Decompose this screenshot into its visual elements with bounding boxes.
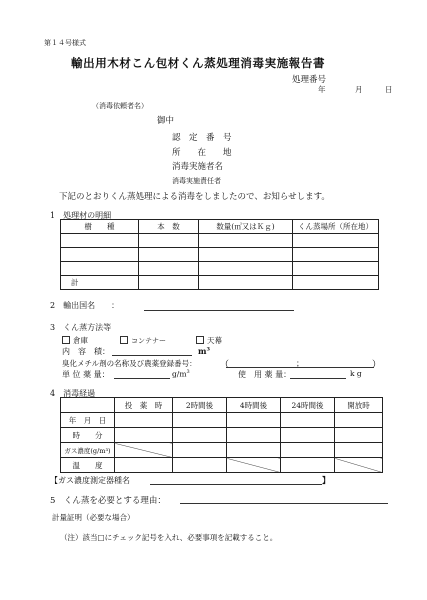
section5-heading: 5 くん蒸を必要とする理由： — [50, 496, 166, 506]
section1-heading: 1 処理材の明細 — [50, 211, 112, 220]
responsible-person-label: 消毒実施責任者 — [172, 177, 221, 185]
header-open: 開放時 — [335, 398, 383, 413]
unit-dose-unit: $g/m^3$ — [172, 369, 190, 379]
diagonal-cell — [335, 458, 383, 473]
date-day-label: 日 — [385, 85, 393, 94]
header-location: くん蒸場所（所在地） — [293, 220, 379, 234]
export-country-field[interactable] — [144, 310, 294, 311]
warehouse-checkbox[interactable] — [62, 336, 70, 344]
diagonal-cell — [227, 458, 281, 473]
material-total-row — [61, 276, 379, 290]
date-year-label: 年 — [318, 85, 326, 94]
option-tent[interactable] — [196, 335, 222, 346]
unit-dose-label: 単 位 薬 量： — [62, 370, 110, 379]
requester-label: （消毒依頼者名） — [92, 102, 148, 110]
container-checkbox[interactable] — [120, 336, 128, 344]
tent-checkbox[interactable] — [196, 336, 204, 344]
executor-name-label: 消毒実施者名 — [172, 162, 224, 172]
material-table — [60, 219, 379, 290]
row-label-time: 時 分 — [61, 428, 115, 443]
intro-text: 下記のとおりくん蒸処理による消毒をしましたので、お知らせします。 — [59, 192, 330, 202]
progress-header-row — [61, 398, 383, 413]
header-dosing: 投 薬 時 — [115, 398, 173, 413]
row-label-date: 年 月 日 — [61, 413, 115, 428]
gas-device-close: 】 — [322, 475, 330, 485]
volume-label: 内 容 積： — [62, 347, 110, 356]
material-header-row — [61, 220, 379, 234]
section4-heading: 4 消毒経過 — [50, 389, 96, 398]
header-24h: 24時間後 — [281, 398, 335, 413]
reason-field[interactable] — [180, 503, 388, 504]
address-label: 所 在 地 — [172, 148, 232, 158]
option-container[interactable] — [120, 336, 166, 346]
diagonal-cell — [115, 443, 173, 458]
used-dose-label: 使 用 薬 量： — [238, 370, 292, 379]
option-warehouse[interactable] — [62, 335, 88, 346]
table-row — [61, 248, 379, 262]
total-label: 計 — [61, 276, 139, 290]
container-label: コンテナー — [131, 337, 166, 345]
tent-label: 天幕 — [207, 336, 222, 345]
section3-heading: 3 くん蒸方法等 — [50, 323, 112, 332]
used-dose-unit: k g — [350, 369, 362, 378]
agent-label: 臭化メチル剤の名称及び農薬登録番号： — [62, 359, 197, 368]
cert-number-label: 認 定 番 号 — [172, 133, 232, 143]
volume-unit: $m^3$ — [198, 346, 210, 356]
table-row — [61, 458, 383, 473]
agent-open-paren: （ — [220, 360, 230, 370]
row-label-gas: ガス濃度(g/m³) — [61, 443, 115, 458]
table-row — [61, 428, 383, 443]
document-title: 輸出用木材こん包材くん蒸処理消毒実施報告書 — [71, 56, 326, 70]
form-number: 第１４号様式 — [44, 39, 86, 47]
gas-device-field[interactable] — [150, 484, 322, 485]
date-month-label: 月 — [355, 85, 363, 94]
unit-dose-field[interactable] — [114, 378, 170, 379]
progress-table — [60, 397, 383, 473]
header-count: 本 数 — [139, 220, 199, 234]
section2-heading: 2 輸出国名 ： — [50, 301, 120, 310]
onchu-label: 御中 — [157, 116, 175, 126]
footnote: （注）該当□にチェック記号を入れ、必要事項を記載すること。 — [60, 533, 278, 542]
volume-field[interactable] — [112, 355, 192, 356]
agent-field[interactable] — [226, 367, 374, 368]
table-row — [61, 234, 379, 248]
used-dose-field[interactable] — [290, 378, 346, 379]
row-label-temp: 温 度 — [61, 458, 115, 473]
gas-device-label: 【ガス濃度測定器種名 — [50, 476, 130, 485]
agent-close-paren: ） — [372, 360, 382, 370]
agent-separator: ； — [296, 359, 304, 368]
header-species: 樹 種 — [61, 220, 139, 234]
calc-proof-label: 計量証明（必要な場合） — [52, 513, 135, 522]
header-quantity: 数量(㎥又はＫｇ) — [199, 220, 293, 234]
warehouse-label: 倉庫 — [73, 336, 88, 345]
header-4h: 4時間後 — [227, 398, 281, 413]
header-2h: 2時間後 — [173, 398, 227, 413]
table-row — [61, 262, 379, 276]
table-row — [61, 413, 383, 428]
table-row — [61, 443, 383, 458]
processing-number-label: 処理番号 — [292, 75, 327, 85]
